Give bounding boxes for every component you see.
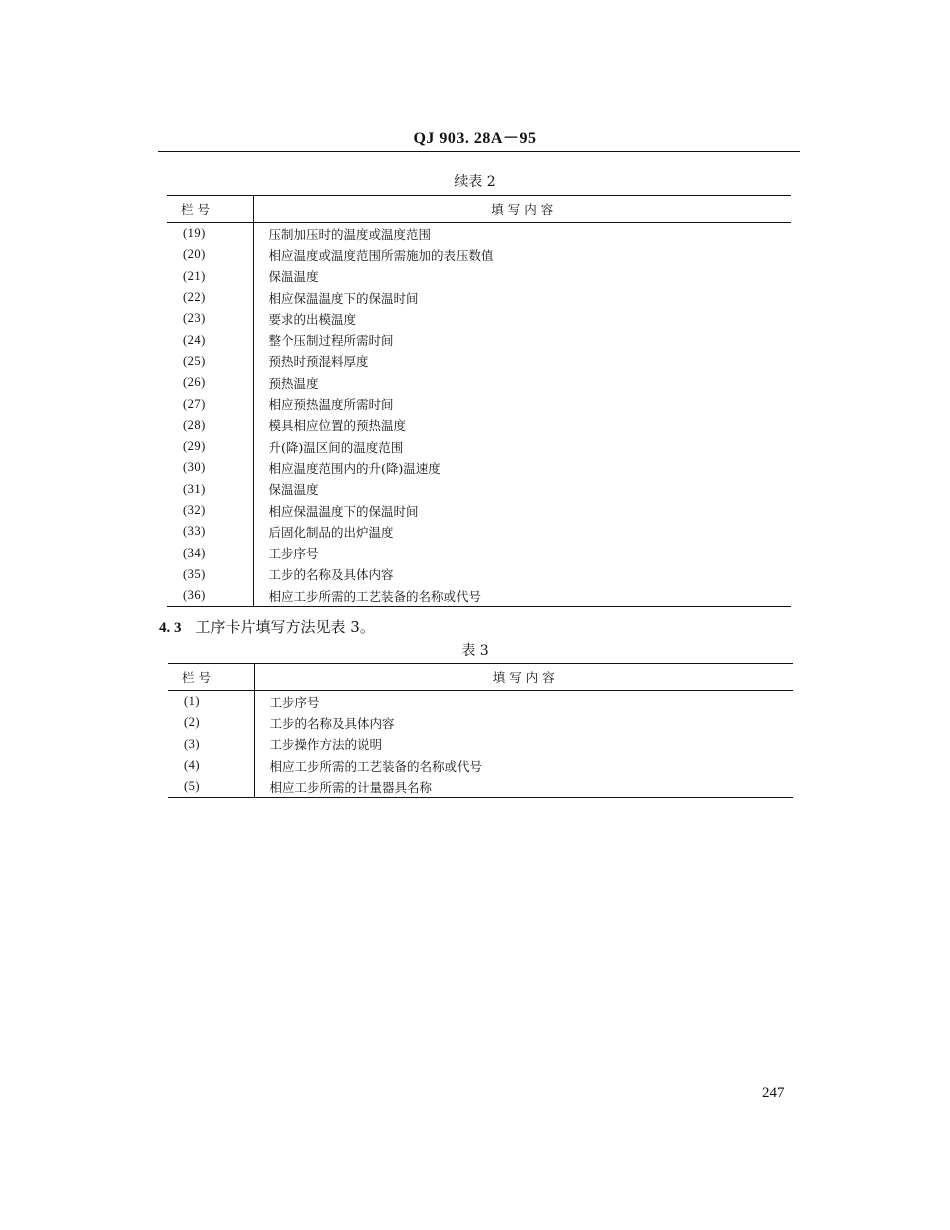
row-number-cell: (35) [167, 564, 253, 585]
table-row [167, 372, 791, 393]
table2 [167, 195, 791, 607]
row-content-cell: 升(降)温区间的温度范围 [268, 439, 404, 455]
section-text: 工序卡片填写方法见表 3。 [195, 618, 375, 636]
table3-col-content-header: 填 写 内 容 [254, 664, 793, 691]
table-row [167, 244, 791, 265]
table-row [167, 500, 791, 521]
row-content-cell: 相应保温温度下的保温时间 [268, 290, 419, 306]
row-number-cell: (1) [168, 691, 254, 713]
row-number-cell: (24) [167, 329, 253, 350]
row-number-cell: (5) [168, 776, 254, 798]
table-row [167, 479, 791, 500]
row-content-cell: 相应工步所需的工艺装备的名称或代号 [268, 588, 482, 604]
table2-body [167, 223, 791, 607]
row-number-cell: (34) [167, 542, 253, 563]
table-row [168, 755, 793, 776]
row-content-cell: 工步序号 [269, 694, 320, 710]
table2-col-content-header: 填 写 内 容 [253, 196, 791, 223]
table-row [167, 287, 791, 308]
section-number: 4. 3 [159, 620, 182, 636]
table-row [167, 266, 791, 287]
row-content-cell: 整个压制过程所需时间 [268, 333, 394, 349]
table-row [168, 734, 793, 755]
row-content-cell: 要求的出模温度 [268, 311, 357, 327]
table3-body [168, 691, 793, 798]
table-row [167, 329, 791, 350]
row-content-cell: 相应预热温度所需时间 [268, 397, 394, 413]
table2-caption: 续表 2 [454, 174, 496, 190]
row-number-cell: (22) [167, 287, 253, 308]
row-content-cell: 相应温度范围内的升(降)温速度 [268, 460, 441, 476]
row-content-cell: 相应温度或温度范围所需施加的表压数值 [268, 247, 494, 263]
row-content-cell: 相应工步所需的计量器具名称 [269, 779, 433, 795]
row-number-cell: (30) [167, 457, 253, 478]
table-row [167, 436, 791, 457]
row-content-cell: 预热温度 [268, 375, 319, 391]
row-number-cell: (26) [167, 372, 253, 393]
row-content-cell: 工步操作方法的说明 [269, 737, 383, 753]
header-rule [158, 151, 800, 152]
table-row [168, 712, 793, 733]
page-number: 247 [762, 1085, 785, 1101]
row-number-cell: (23) [167, 308, 253, 329]
table-row [168, 691, 793, 713]
document-code-header: QJ 903. 28A－95 [413, 130, 537, 147]
row-number-cell: (33) [167, 521, 253, 542]
row-content-cell: 预热时预混料厚度 [268, 354, 369, 370]
row-number-cell: (19) [167, 223, 253, 245]
row-content-cell: 后固化制品的出炉温度 [268, 524, 394, 540]
table3-caption: 表 3 [461, 643, 489, 659]
table-row [167, 542, 791, 563]
row-number-cell: (21) [167, 266, 253, 287]
row-number-cell: (36) [167, 585, 253, 607]
table3-col-number-header: 栏 号 [168, 664, 254, 691]
row-content-cell: 工步的名称及具体内容 [268, 567, 394, 583]
row-number-cell: (3) [168, 734, 254, 755]
table-row [167, 393, 791, 414]
row-content-cell: 工步序号 [268, 546, 319, 562]
table-row [167, 564, 791, 585]
table-row [167, 415, 791, 436]
row-number-cell: (2) [168, 712, 254, 733]
table2-header-row [167, 196, 791, 223]
table-row [167, 521, 791, 542]
row-content-cell: 相应工步所需的工艺装备的名称或代号 [269, 758, 483, 774]
table-row [167, 223, 791, 245]
table3-header-row [168, 664, 793, 691]
row-number-cell: (32) [167, 500, 253, 521]
section-4-3 [159, 616, 375, 637]
row-content-cell: 保温温度 [268, 269, 319, 285]
row-content-cell: 工步的名称及具体内容 [269, 715, 395, 731]
row-number-cell: (20) [167, 244, 253, 265]
table-row [167, 585, 791, 607]
row-number-cell: (27) [167, 393, 253, 414]
row-content-cell: 模具相应位置的预热温度 [268, 418, 407, 434]
row-number-cell: (29) [167, 436, 253, 457]
row-number-cell: (28) [167, 415, 253, 436]
table3 [168, 663, 793, 798]
table-row [167, 457, 791, 478]
table-row [167, 308, 791, 329]
table2-col-number-header: 栏 号 [167, 196, 253, 223]
table-row [167, 351, 791, 372]
row-content-cell: 相应保温温度下的保温时间 [268, 503, 419, 519]
table-row [168, 776, 793, 798]
row-content-cell: 压制加压时的温度或温度范围 [268, 226, 432, 242]
row-number-cell: (25) [167, 351, 253, 372]
row-content-cell: 保温温度 [268, 482, 319, 498]
row-number-cell: (31) [167, 479, 253, 500]
row-number-cell: (4) [168, 755, 254, 776]
